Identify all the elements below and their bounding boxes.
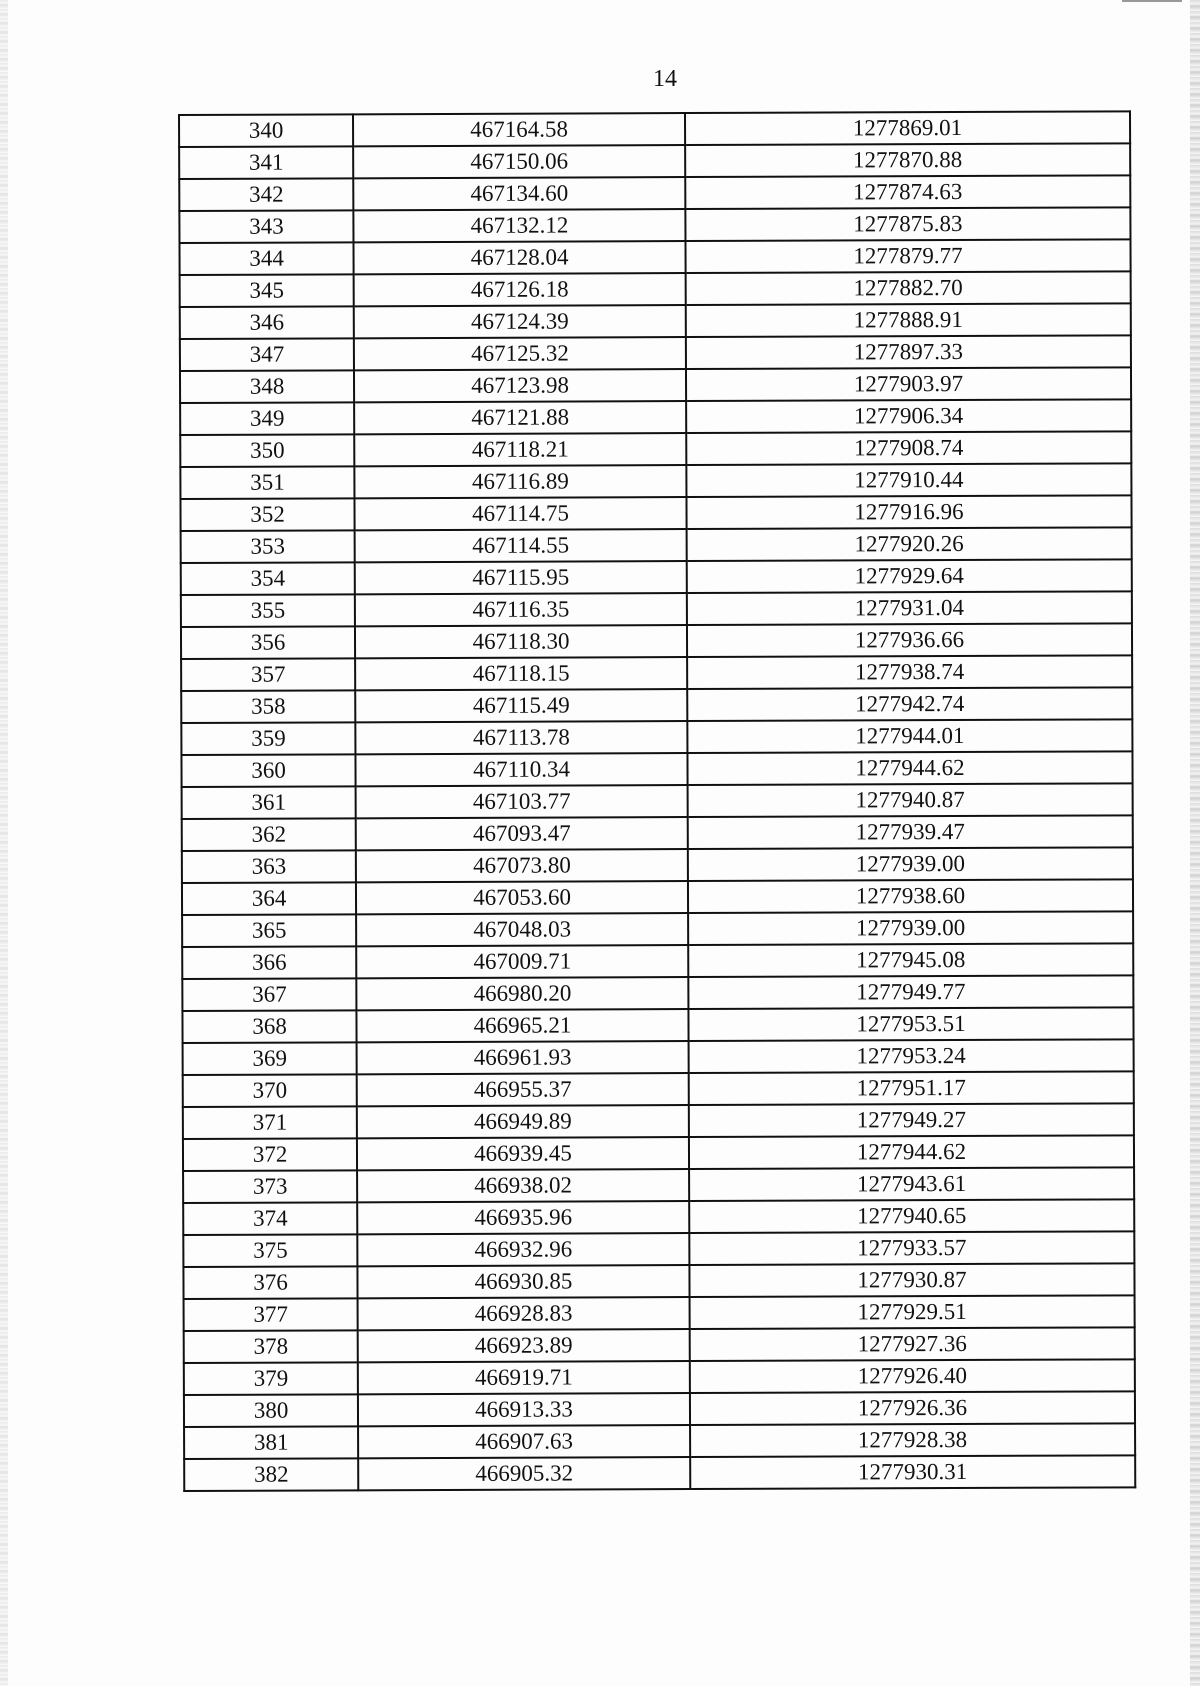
point-number-cell: 378 bbox=[184, 1330, 358, 1363]
x-coordinate-cell: 467114.55 bbox=[355, 529, 687, 562]
point-number-cell: 355 bbox=[181, 594, 355, 627]
table-row bbox=[183, 1199, 1134, 1235]
y-coordinate-cell: 1277936.66 bbox=[687, 623, 1132, 657]
x-coordinate-cell: 466913.33 bbox=[358, 1393, 690, 1426]
x-coordinate-cell: 467009.71 bbox=[356, 945, 688, 978]
x-coordinate-cell: 467132.12 bbox=[354, 209, 686, 242]
point-number-cell: 369 bbox=[183, 1042, 357, 1075]
point-number-cell: 345 bbox=[180, 274, 354, 307]
y-coordinate-cell: 1277939.47 bbox=[688, 815, 1133, 849]
x-coordinate-cell: 466919.71 bbox=[358, 1361, 690, 1394]
table-row bbox=[182, 911, 1133, 947]
x-coordinate-cell: 467121.88 bbox=[354, 401, 686, 434]
table-row bbox=[184, 1295, 1135, 1331]
point-number-cell: 348 bbox=[180, 370, 354, 403]
table-row bbox=[183, 1103, 1134, 1139]
table-row bbox=[180, 399, 1131, 435]
y-coordinate-cell: 1277882.70 bbox=[685, 271, 1130, 305]
x-coordinate-cell: 467053.60 bbox=[356, 881, 688, 914]
point-number-cell: 376 bbox=[183, 1266, 357, 1299]
point-number-cell: 377 bbox=[184, 1298, 358, 1331]
table-row bbox=[180, 463, 1131, 499]
x-coordinate-cell: 467114.75 bbox=[355, 497, 687, 530]
y-coordinate-cell: 1277930.87 bbox=[689, 1263, 1134, 1297]
y-coordinate-cell: 1277897.33 bbox=[686, 335, 1131, 369]
y-coordinate-cell: 1277943.61 bbox=[689, 1167, 1134, 1201]
point-number-cell: 380 bbox=[184, 1394, 358, 1427]
scan-mark bbox=[1122, 0, 1182, 2]
table-row bbox=[181, 719, 1132, 755]
page-number: 14 bbox=[653, 66, 677, 92]
y-coordinate-cell: 1277953.24 bbox=[688, 1039, 1133, 1073]
point-number-cell: 373 bbox=[183, 1170, 357, 1203]
point-number-cell: 382 bbox=[184, 1458, 358, 1491]
table-row bbox=[182, 1007, 1133, 1043]
table-row bbox=[182, 847, 1133, 883]
y-coordinate-cell: 1277870.88 bbox=[685, 143, 1130, 177]
point-number-cell: 340 bbox=[179, 114, 353, 147]
table-row bbox=[181, 751, 1132, 787]
table-row bbox=[181, 687, 1132, 723]
x-coordinate-cell: 466930.85 bbox=[358, 1265, 690, 1298]
point-number-cell: 363 bbox=[182, 850, 356, 883]
point-number-cell: 341 bbox=[179, 146, 353, 179]
table-row bbox=[183, 1039, 1134, 1075]
point-number-cell: 359 bbox=[181, 722, 355, 755]
x-coordinate-cell: 467134.60 bbox=[353, 177, 685, 210]
table-row bbox=[182, 783, 1133, 819]
table-row bbox=[184, 1423, 1135, 1459]
y-coordinate-cell: 1277938.60 bbox=[688, 879, 1133, 913]
table-row bbox=[181, 623, 1132, 659]
y-coordinate-cell: 1277869.01 bbox=[685, 111, 1130, 145]
table-row bbox=[180, 367, 1131, 403]
point-number-cell: 372 bbox=[183, 1138, 357, 1171]
point-number-cell: 346 bbox=[180, 306, 354, 339]
y-coordinate-cell: 1277927.36 bbox=[690, 1327, 1135, 1361]
coordinate-table bbox=[178, 110, 1136, 1492]
y-coordinate-cell: 1277908.74 bbox=[686, 431, 1131, 465]
x-coordinate-cell: 467113.78 bbox=[356, 721, 688, 754]
y-coordinate-cell: 1277944.62 bbox=[689, 1135, 1134, 1169]
y-coordinate-cell: 1277944.01 bbox=[687, 719, 1132, 753]
x-coordinate-cell: 466961.93 bbox=[357, 1041, 689, 1074]
x-coordinate-cell: 467123.98 bbox=[354, 369, 686, 402]
x-coordinate-cell: 467103.77 bbox=[356, 785, 688, 818]
point-number-cell: 350 bbox=[180, 434, 354, 467]
table-row bbox=[179, 239, 1130, 275]
table-row bbox=[184, 1327, 1135, 1363]
point-number-cell: 342 bbox=[179, 178, 353, 211]
y-coordinate-cell: 1277929.64 bbox=[687, 559, 1132, 593]
point-number-cell: 362 bbox=[182, 818, 356, 851]
x-coordinate-cell: 466938.02 bbox=[357, 1169, 689, 1202]
y-coordinate-cell: 1277916.96 bbox=[686, 495, 1131, 529]
y-coordinate-cell: 1277949.27 bbox=[689, 1103, 1134, 1137]
y-coordinate-cell: 1277879.77 bbox=[685, 239, 1130, 273]
table-row bbox=[183, 1167, 1134, 1203]
x-coordinate-cell: 467110.34 bbox=[356, 753, 688, 786]
x-coordinate-cell: 467118.30 bbox=[355, 625, 687, 658]
y-coordinate-cell: 1277944.62 bbox=[687, 751, 1132, 785]
point-number-cell: 351 bbox=[180, 466, 354, 499]
y-coordinate-cell: 1277903.97 bbox=[686, 367, 1131, 401]
table-row bbox=[179, 143, 1130, 179]
y-coordinate-cell: 1277928.38 bbox=[690, 1423, 1135, 1457]
y-coordinate-cell: 1277940.65 bbox=[689, 1199, 1134, 1233]
point-number-cell: 349 bbox=[180, 402, 354, 435]
table-row bbox=[182, 879, 1133, 915]
point-number-cell: 368 bbox=[182, 1010, 356, 1043]
y-coordinate-cell: 1277939.00 bbox=[688, 847, 1133, 881]
table-row bbox=[183, 1135, 1134, 1171]
table-row bbox=[182, 943, 1133, 979]
point-number-cell: 343 bbox=[179, 210, 353, 243]
point-number-cell: 379 bbox=[184, 1362, 358, 1395]
y-coordinate-cell: 1277906.34 bbox=[686, 399, 1131, 433]
table-row bbox=[183, 1263, 1134, 1299]
y-coordinate-cell: 1277938.74 bbox=[687, 655, 1132, 689]
table-row bbox=[184, 1391, 1135, 1427]
point-number-cell: 358 bbox=[181, 690, 355, 723]
y-coordinate-cell: 1277939.00 bbox=[688, 911, 1133, 945]
point-number-cell: 352 bbox=[180, 498, 354, 531]
y-coordinate-cell: 1277942.74 bbox=[687, 687, 1132, 721]
x-coordinate-cell: 467116.35 bbox=[355, 593, 687, 626]
point-number-cell: 347 bbox=[180, 338, 354, 371]
table-row bbox=[179, 175, 1130, 211]
point-number-cell: 357 bbox=[181, 658, 355, 691]
y-coordinate-cell: 1277888.91 bbox=[686, 303, 1131, 337]
point-number-cell: 371 bbox=[183, 1106, 357, 1139]
x-coordinate-cell: 467150.06 bbox=[353, 145, 685, 178]
x-coordinate-cell: 466907.63 bbox=[358, 1425, 690, 1458]
point-number-cell: 344 bbox=[179, 242, 353, 275]
table-row bbox=[181, 655, 1132, 691]
y-coordinate-cell: 1277926.36 bbox=[690, 1391, 1135, 1425]
y-coordinate-cell: 1277951.17 bbox=[689, 1071, 1134, 1105]
table-row bbox=[183, 1231, 1134, 1267]
point-number-cell: 367 bbox=[182, 978, 356, 1011]
table-row bbox=[182, 815, 1133, 851]
y-coordinate-cell: 1277931.04 bbox=[687, 591, 1132, 625]
x-coordinate-cell: 466932.96 bbox=[358, 1233, 690, 1266]
y-coordinate-cell: 1277874.63 bbox=[685, 175, 1130, 209]
x-coordinate-cell: 467125.32 bbox=[354, 337, 686, 370]
table-row bbox=[181, 559, 1132, 595]
point-number-cell: 354 bbox=[181, 562, 355, 595]
y-coordinate-cell: 1277953.51 bbox=[688, 1007, 1133, 1041]
x-coordinate-cell: 467164.58 bbox=[353, 113, 685, 146]
x-coordinate-cell: 466949.89 bbox=[357, 1105, 689, 1138]
x-coordinate-cell: 466939.45 bbox=[357, 1137, 689, 1170]
table-row bbox=[180, 495, 1131, 531]
y-coordinate-cell: 1277875.83 bbox=[685, 207, 1130, 241]
x-coordinate-cell: 467124.39 bbox=[354, 305, 686, 338]
x-coordinate-cell: 467128.04 bbox=[354, 241, 686, 274]
table-row bbox=[184, 1359, 1135, 1395]
point-number-cell: 361 bbox=[182, 786, 356, 819]
x-coordinate-cell: 467116.89 bbox=[355, 465, 687, 498]
x-coordinate-cell: 466923.89 bbox=[358, 1329, 690, 1362]
x-coordinate-cell: 467115.49 bbox=[355, 689, 687, 722]
y-coordinate-cell: 1277930.31 bbox=[690, 1455, 1135, 1489]
table-row bbox=[181, 591, 1132, 627]
point-number-cell: 381 bbox=[184, 1426, 358, 1459]
x-coordinate-cell: 467118.15 bbox=[355, 657, 687, 690]
x-coordinate-cell: 467126.18 bbox=[354, 273, 686, 306]
table-row bbox=[180, 271, 1131, 307]
point-number-cell: 375 bbox=[183, 1234, 357, 1267]
table-row bbox=[180, 303, 1131, 339]
x-coordinate-cell: 466955.37 bbox=[357, 1073, 689, 1106]
x-coordinate-cell: 466905.32 bbox=[358, 1457, 690, 1490]
y-coordinate-cell: 1277949.77 bbox=[688, 975, 1133, 1009]
coordinate-table-body bbox=[179, 111, 1135, 1491]
x-coordinate-cell: 466928.83 bbox=[358, 1297, 690, 1330]
x-coordinate-cell: 467115.95 bbox=[355, 561, 687, 594]
x-coordinate-cell: 467073.80 bbox=[356, 849, 688, 882]
point-number-cell: 374 bbox=[183, 1202, 357, 1235]
point-number-cell: 353 bbox=[181, 530, 355, 563]
point-number-cell: 356 bbox=[181, 626, 355, 659]
table-row bbox=[183, 1071, 1134, 1107]
x-coordinate-cell: 467048.03 bbox=[356, 913, 688, 946]
point-number-cell: 366 bbox=[182, 946, 356, 979]
table-row bbox=[179, 111, 1130, 147]
x-coordinate-cell: 467118.21 bbox=[354, 433, 686, 466]
table-row bbox=[180, 431, 1131, 467]
y-coordinate-cell: 1277940.87 bbox=[687, 783, 1132, 817]
y-coordinate-cell: 1277920.26 bbox=[686, 527, 1131, 561]
table-row bbox=[180, 335, 1131, 371]
scan-edge-left bbox=[0, 0, 8, 1686]
y-coordinate-cell: 1277926.40 bbox=[690, 1359, 1135, 1393]
table-row bbox=[179, 207, 1130, 243]
x-coordinate-cell: 467093.47 bbox=[356, 817, 688, 850]
x-coordinate-cell: 466980.20 bbox=[357, 977, 689, 1010]
y-coordinate-cell: 1277929.51 bbox=[689, 1295, 1134, 1329]
y-coordinate-cell: 1277945.08 bbox=[688, 943, 1133, 977]
table-row bbox=[182, 975, 1133, 1011]
point-number-cell: 364 bbox=[182, 882, 356, 915]
x-coordinate-cell: 466935.96 bbox=[357, 1201, 689, 1234]
table-row bbox=[184, 1455, 1135, 1491]
point-number-cell: 365 bbox=[182, 914, 356, 947]
y-coordinate-cell: 1277933.57 bbox=[689, 1231, 1134, 1265]
point-number-cell: 370 bbox=[183, 1074, 357, 1107]
table-row bbox=[181, 527, 1132, 563]
x-coordinate-cell: 466965.21 bbox=[357, 1009, 689, 1042]
y-coordinate-cell: 1277910.44 bbox=[686, 463, 1131, 497]
scan-edge-right bbox=[1190, 0, 1200, 1686]
point-number-cell: 360 bbox=[181, 754, 355, 787]
